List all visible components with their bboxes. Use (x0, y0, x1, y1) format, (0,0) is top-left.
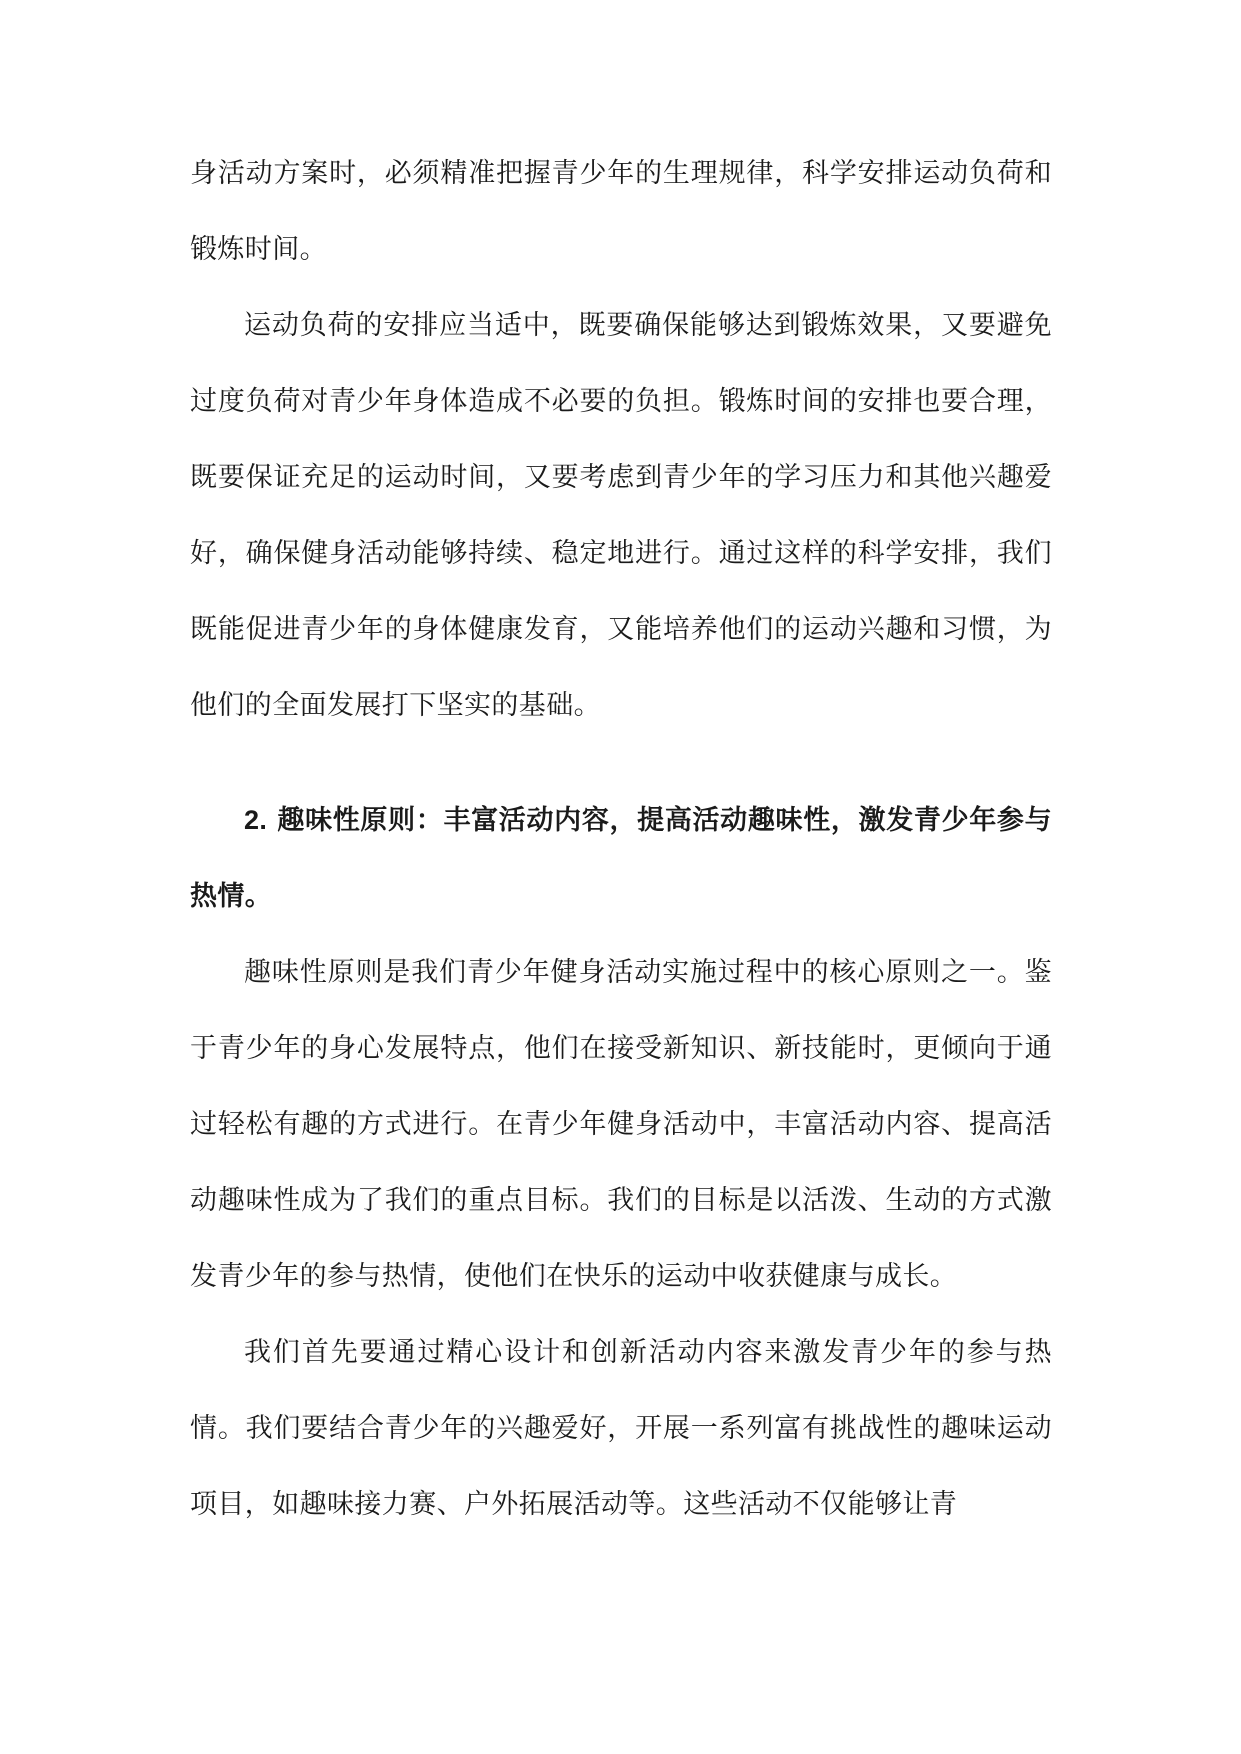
paragraph-continuation: 身活动方案时，必须精准把握青少年的生理规律，科学安排运动负荷和锻炼时间。 (190, 158, 1052, 265)
section-heading-number: 2. (244, 805, 268, 835)
section-heading-text: 趣味性原则：丰富活动内容，提高活动趣味性，激发青少年参与热情。 (190, 805, 1052, 912)
section-heading (190, 782, 1052, 935)
paragraph-load-and-time: 运动负荷的安排应当适中，既要确保能够达到锻炼效果，又要避免过度负荷对青少年身体造成不必要的负担。锻炼时间的安排也要合理，既要保证充足的运动时间，又要考虑到青少年的学习压力和其他兴趣爱好，确保健身活动能够持续、稳定地进行。通过这样的科学安排，我们既能促进青少年的身体健康发育，又能培养他们的运动兴趣和习惯，为他们的全面发展打下坚实的基础。 (190, 310, 1052, 721)
document-body (190, 136, 1052, 1543)
paragraph-design-activities: 我们首先要通过精心设计和创新活动内容来激发青少年的参与热情。我们要结合青少年的兴趣爱好，开展一系列富有挑战性的趣味运动项目，如趣味接力赛、户外拓展活动等。这些活动不仅能够让青 (190, 1337, 1052, 1520)
paragraph-fun-principle: 趣味性原则是我们青少年健身活动实施过程中的核心原则之一。鉴于青少年的身心发展特点，他们在接受新知识、新技能时，更倾向于通过轻松有趣的方式进行。在青少年健身活动中，丰富活动内容、提高活动趣味性成为了我们的重点目标。我们的目标是以活泼、生动的方式激发青少年的参与热情，使他们在快乐的运动中收获健康与成长。 (190, 957, 1052, 1292)
